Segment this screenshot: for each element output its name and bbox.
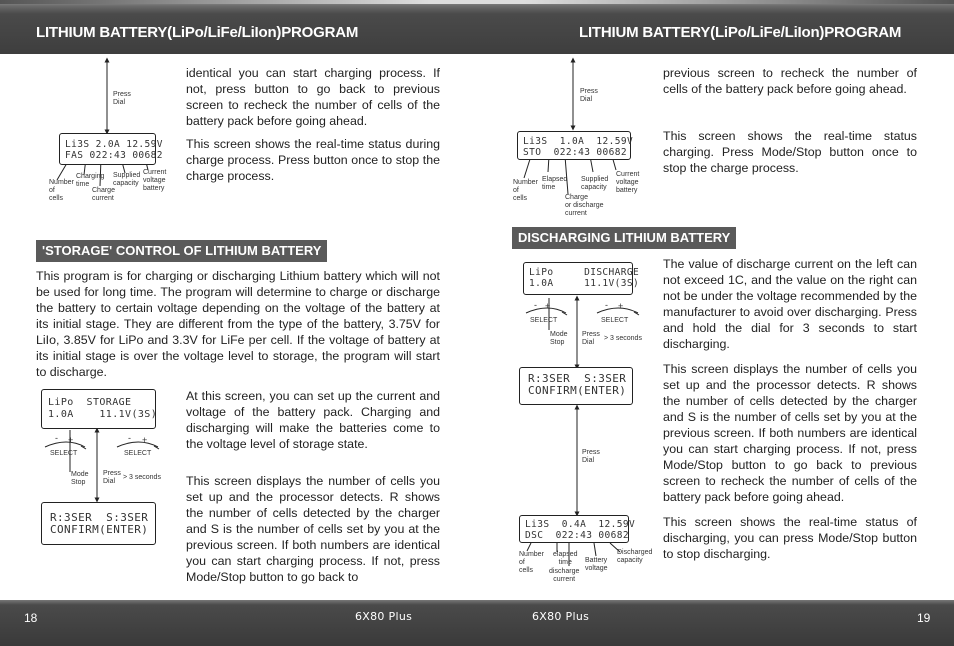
mode-stop-label: Mode Stop — [550, 331, 568, 346]
right-paragraph-1: previous screen to recheck the number of cells of the battery pack before going ahead. — [663, 66, 917, 96]
storage-intro-paragraph: This program is for charging or discharging Lithium battery which will not be used for long time. The program will determine to charge or discharge the battery to certain voltage depending on the voltage of the battery at its initial stage. They are different from the type of the battery, 3.75V for LiIo, 3.85V for LiPo and 3.3V for LiFe per cell. If the voltage of battery at its initial stage is over the voltage level to storage, the program will start to discharge. — [36, 269, 440, 379]
discharging-section-title: DISCHARGING LITHIUM BATTERY — [512, 227, 736, 249]
lcd-line-2: STO 022:43 00682 — [523, 147, 628, 158]
minus-sign: - — [605, 300, 608, 310]
number-of-cells-label: Number of cells — [49, 179, 74, 202]
lcd-line-2: 1.0A 11.1V(3S) — [48, 409, 158, 420]
lcd-line-1: LiPo STORAGE — [48, 397, 132, 408]
left-paragraph-5: This screen displays the number of cells you set up and the processor detects. R shows the number of cells detected by the charger and S is the number of cells set by you at the previous screen. If both numbers are identical you can start charging process. If not, press Mode/Stop button to go back to — [186, 474, 440, 584]
three-seconds-label: > 3 seconds — [604, 335, 642, 342]
lcd-storage-status-screen — [517, 131, 634, 160]
select-right-label: SELECT — [601, 317, 629, 324]
lcd-charging-screen — [59, 133, 163, 165]
left-paragraph-4: At this screen, you can set up the current and voltage of the battery pack. Charging and discharging will make the batteries come to the voltage level of storage state. — [186, 389, 440, 451]
left-model-name: 6X80 Plus — [355, 610, 413, 623]
plus-sign: + — [618, 301, 624, 311]
lcd-line-2: FAS 022:43 00682 — [65, 150, 163, 161]
right-paragraph-2: This screen shows the real-time status charging. Press Mode/Stop button once to stop the charge process. — [663, 129, 917, 175]
lcd-confirm-screen — [41, 502, 156, 545]
left-page-number: 18 — [24, 611, 38, 625]
press-dial-label: Press Dial — [582, 449, 600, 464]
number-of-cells-label: Number of cells — [519, 551, 544, 574]
lcd-line-1: R:3SER S:3SER — [528, 372, 627, 385]
right-paragraph-4: This screen displays the number of cells you set up and the processor detects. R shows the number of cells detected by the charger and S is the number of cells set by you at the previous screen. If both numbers are identical you can start charging process. If not, press Mode/Stop button to go back to previous screen to recheck the number of cells of the battery pack before going ahead. — [663, 362, 917, 504]
lcd-discharging-status-screen — [519, 515, 636, 543]
lcd-discharge-screen — [523, 262, 640, 295]
lcd-confirm-screen — [519, 367, 633, 405]
charging-time-label: Charging time — [76, 173, 105, 188]
supplied-capacity-label: Supplied capacity — [581, 176, 609, 191]
plus-sign: + — [545, 301, 551, 311]
plus-sign: + — [142, 435, 148, 445]
select-left-label: SELECT — [50, 450, 78, 457]
three-seconds-label: > 3 seconds — [123, 474, 161, 481]
left-paragraph-1: identical you can start charging process. If not, press button to go back to previous screen to recheck the number of cells of the battery pack before going ahead. — [186, 66, 440, 128]
press-dial-label: Press Dial — [580, 88, 598, 103]
discharge-current-label: discharge current — [549, 568, 580, 583]
lcd-line-2: DSC 022:43 00682 — [525, 530, 630, 541]
battery-voltage-label: Battery voltage — [585, 557, 608, 572]
lcd-line-1: R:3SER S:3SER — [50, 511, 149, 524]
right-page-number: 19 — [917, 611, 931, 625]
lcd-storage-screen — [41, 389, 156, 429]
lcd-line-1: Li3S 1.0A 12.59V — [523, 136, 634, 147]
left-paragraph-2: This screen shows the real-time status during charge process. Press button once to stop the charge process. — [186, 137, 440, 183]
lcd-line-2: CONFIRM(ENTER) — [50, 523, 149, 536]
select-right-label: SELECT — [124, 450, 152, 457]
press-dial-label: Press Dial — [113, 91, 131, 106]
press-dial-label: Press Dial — [582, 331, 600, 346]
elapsed-time-label: Elapsed time — [542, 176, 568, 191]
supplied-capacity-label: Supplied capacity — [113, 172, 141, 187]
right-paragraph-5: This screen shows the real-time status of discharging, you can press Mode/Stop button to stop discharging. — [663, 515, 917, 561]
minus-sign: - — [128, 433, 131, 443]
minus-sign: - — [534, 300, 537, 310]
select-left-label: SELECT — [530, 317, 558, 324]
lcd-line-1: Li3S 0.4A 12.59V — [525, 519, 636, 530]
lcd-line-1: LiPo DISCHARGE — [529, 267, 640, 278]
press-dial-label: Press Dial — [103, 470, 121, 485]
left-page-title: LITHIUM BATTERY(LiPo/LiFe/LiIon)PROGRAM — [36, 24, 359, 41]
current-voltage-label: Current voltage battery — [143, 169, 167, 192]
right-page-title: LITHIUM BATTERY(LiPo/LiFe/LiIon)PROGRAM — [579, 24, 902, 41]
number-of-cells-label: Number of cells — [513, 179, 538, 202]
elapsed-time-label: elapsed time — [553, 551, 578, 566]
plus-sign: + — [68, 435, 74, 445]
discharged-capacity-label: Discharged capacity — [617, 549, 653, 564]
right-model-name: 6X80 Plus — [532, 610, 590, 623]
charge-current-label: Charge current — [92, 187, 115, 202]
storage-section-title: 'STORAGE' CONTROL OF LITHIUM BATTERY — [36, 240, 327, 262]
lcd-line-2: CONFIRM(ENTER) — [528, 384, 627, 397]
charge-or-discharge-current-label: Charge or discharge current — [565, 194, 604, 217]
current-voltage-label: Current voltage battery — [616, 171, 640, 194]
lcd-line-2: 1.0A 11.1V(3S) — [529, 278, 640, 289]
footer-band — [0, 600, 954, 646]
minus-sign: - — [55, 433, 58, 443]
right-paragraph-3: The value of discharge current on the left can not exceed 1C, and the value on the right can not be under the voltage recommended by the manufacturer to avoid over discharging. Press and hold the dial for 3 seconds to start discharging. — [663, 257, 917, 351]
mode-stop-label: Mode Stop — [71, 471, 89, 486]
lcd-line-1: Li3S 2.0A 12.59V — [65, 139, 163, 150]
